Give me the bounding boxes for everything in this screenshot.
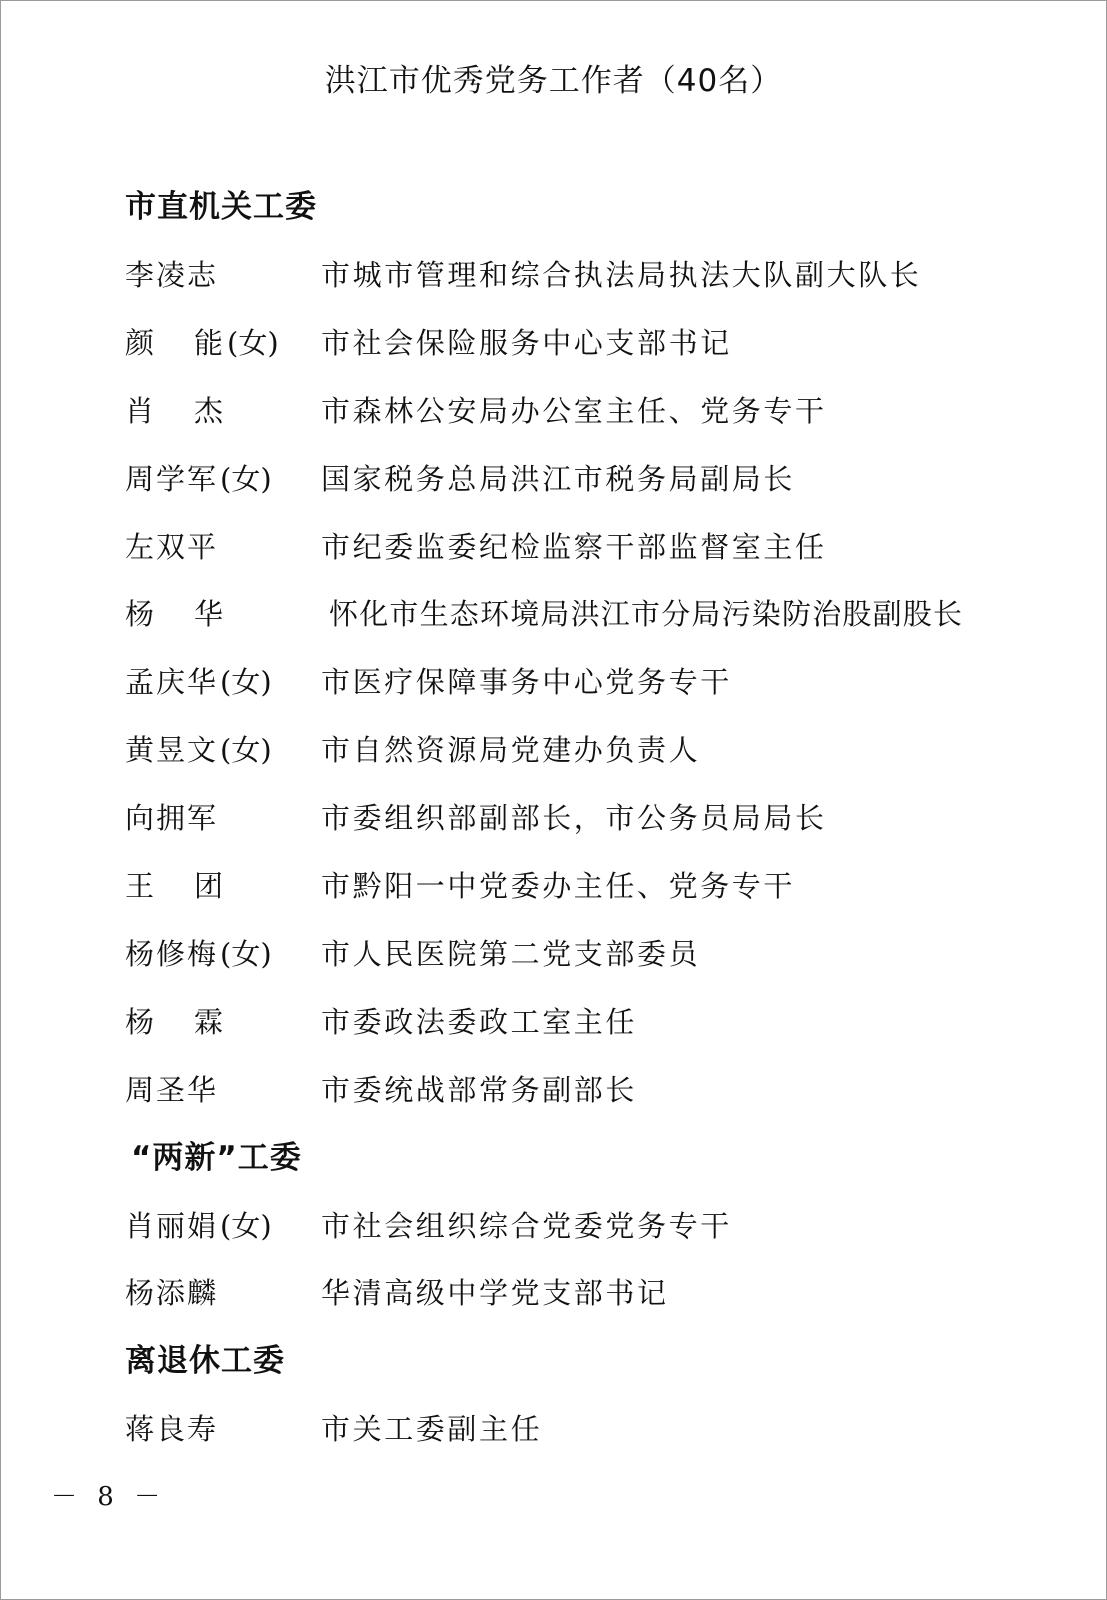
member-position: 市人民医院第二党支部委员 <box>321 936 701 971</box>
member-position: 市社会组织综合党委党务专干 <box>321 1208 732 1243</box>
member-position: 市纪委监委纪检监察干部监督室主任 <box>321 529 827 564</box>
female-mark: (女) <box>220 936 272 971</box>
member-row <box>125 994 1085 1062</box>
member-row <box>125 654 1085 722</box>
member-position: 市委统战部常务副部长 <box>321 1072 638 1107</box>
member-position: 市委组织部副部长，市公务员局局长 <box>321 801 827 836</box>
member-position: 市社会保险服务中心支部书记 <box>321 325 732 360</box>
female-mark: (女) <box>220 733 272 768</box>
member-row <box>125 926 1085 994</box>
member-row <box>125 1401 1085 1469</box>
member-name: 王 团 <box>125 869 226 904</box>
member-name: 颜 能(女) <box>125 325 279 360</box>
member-position: 市城市管理和综合执法局执法大队副大队长 <box>321 258 922 292</box>
member-position: 市关工委副主任 <box>321 1412 543 1447</box>
female-mark: (女) <box>220 1208 272 1243</box>
member-name: 肖丽娟(女) <box>125 1208 272 1243</box>
member-position: 市自然资源局党建办负责人 <box>321 733 701 768</box>
member-name: 左双平 <box>125 529 219 564</box>
member-row <box>125 1265 1085 1333</box>
member-name: 杨 华 <box>125 597 226 632</box>
member-name: 黄昱文(女) <box>125 733 272 768</box>
member-row <box>125 451 1085 519</box>
member-name: 杨添麟 <box>125 1276 219 1311</box>
member-row <box>125 858 1085 926</box>
member-position: 市森林公安局办公室主任、党务专干 <box>321 393 827 428</box>
member-row <box>125 586 1085 654</box>
page-number: － 8 － <box>51 1482 167 1512</box>
female-mark: (女) <box>220 665 272 700</box>
member-row <box>125 247 1085 315</box>
member-position: 国家税务总局洪江市税务局副局长 <box>321 461 796 496</box>
member-name: 李凌志 <box>125 258 219 292</box>
member-row <box>125 1062 1085 1130</box>
female-mark: (女) <box>227 325 279 360</box>
member-position: 市医疗保障事务中心党务专干 <box>321 665 732 700</box>
member-row <box>125 383 1085 451</box>
section-heading: 离退休工委 <box>125 1343 285 1380</box>
member-name: 孟庆华(女) <box>125 665 272 700</box>
member-name: 肖 杰 <box>125 393 226 428</box>
member-position: 怀化市生态环境局洪江市分局污染防治股副股长 <box>329 597 964 632</box>
member-position: 市委政法委政工室主任 <box>321 1004 638 1039</box>
member-name: 周学军(女) <box>125 461 272 496</box>
member-row <box>125 519 1085 587</box>
member-name: 周圣华 <box>125 1072 219 1107</box>
section-heading: “两新”工委 <box>131 1139 302 1176</box>
member-row <box>125 790 1085 858</box>
page-title: 洪江市优秀党务工作者（40名） <box>324 63 783 99</box>
member-position: 市黔阳一中党委办主任、党务专干 <box>321 869 796 904</box>
female-mark: (女) <box>220 461 272 496</box>
member-position: 华清高级中学党支部书记 <box>321 1276 669 1311</box>
member-row <box>125 722 1085 790</box>
member-row <box>125 315 1085 383</box>
member-list <box>125 179 1085 1469</box>
member-name: 蒋良寿 <box>125 1412 219 1447</box>
member-name: 杨修梅(女) <box>125 936 272 971</box>
member-row <box>125 1198 1085 1266</box>
member-name: 向拥军 <box>125 801 219 836</box>
member-name: 杨 霖 <box>125 1004 226 1039</box>
section-heading: 市直机关工委 <box>125 189 317 225</box>
